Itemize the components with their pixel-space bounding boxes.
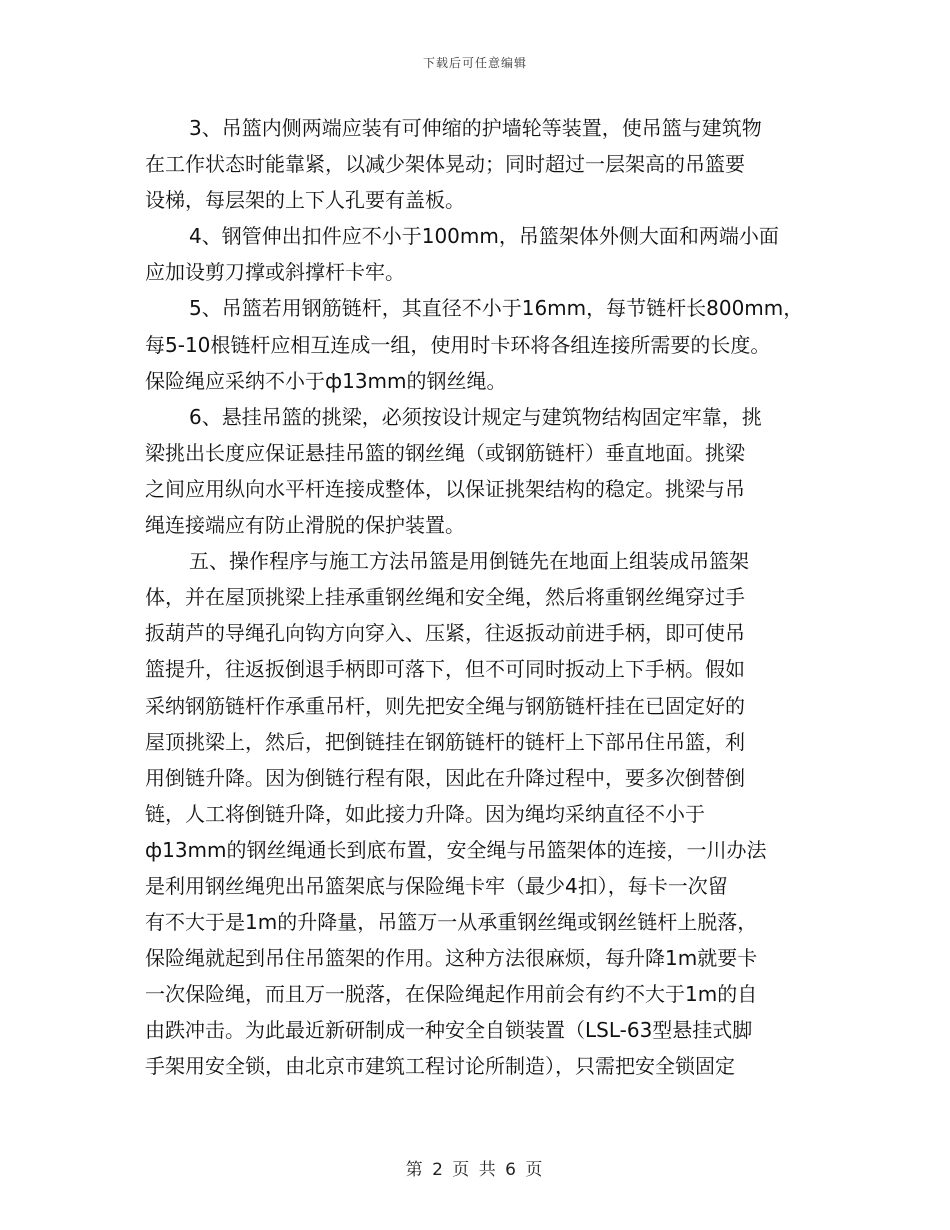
text-line: 保险绳就起到吊住吊篮架的作用。这种方法很麻烦，每升降1m就要卡 bbox=[145, 946, 758, 971]
text-line: 一次保险绳，而且万一脱落，在保险绳起作用前会有约不大于1m的自 bbox=[145, 982, 758, 1007]
text-line: 是利用钢丝绳兜出吊篮架底与保险绳卡牢（最少4扣），每卡一次留 bbox=[145, 873, 728, 898]
text-line: 手架用安全锁，由北京市建筑工程讨论所制造），只需把安全锁固定 bbox=[145, 1054, 735, 1079]
text-line: 在工作状态时能靠紧，以减少架体晃动；同时超过一层架高的吊篮要 bbox=[145, 152, 745, 177]
text-line: 用倒链升降。因为倒链行程有限，因此在升降过程中，要多次倒替倒 bbox=[145, 765, 745, 790]
text-line: 5、吊篮若用钢筋链杆，其直径不小于16mm，每节链杆长800mm， bbox=[189, 296, 804, 321]
document-body bbox=[145, 110, 815, 1085]
paragraph-section-5 bbox=[145, 543, 815, 1084]
text-line: 有不大于是1m的升降量，吊篮万一从承重钢丝绳或钢丝链杆上脱落， bbox=[145, 910, 758, 935]
text-line: 篮提升，往返扳倒退手柄即可落下，但不可同时扳动上下手柄。假如 bbox=[145, 657, 745, 682]
text-line: 由跌冲击。为此最近新研制成一种安全自锁装置（LSL-63型悬挂式脚 bbox=[145, 1018, 753, 1043]
paragraph-4 bbox=[145, 218, 815, 290]
text-line: 3、吊篮内侧两端应装有可伸缩的护墙轮等装置，使吊篮与建筑物 bbox=[189, 116, 762, 140]
text-line: 屋顶挑梁上，然后，把倒链挂在钢筋链杆的链杆上下部吊住吊篮，利 bbox=[145, 729, 745, 754]
paragraph-6 bbox=[145, 399, 815, 543]
text-line: 应加设剪刀撑或斜撑杆卡牢。 bbox=[145, 260, 405, 285]
text-line: 保险绳应采纳不小于ф13mm的钢丝绳。 bbox=[145, 368, 507, 393]
text-line: 体，并在屋顶挑梁上挂承重钢丝绳和安全绳，然后将重钢丝绳穿过手 bbox=[145, 585, 745, 610]
page-number-footer: 第 2 页 共 6 页 bbox=[405, 1160, 545, 1180]
text-line: 之间应用纵向水平杆连接成整体，以保证挑架结构的稳定。挑梁与吊 bbox=[145, 476, 745, 501]
text-line: 五、操作程序与施工方法吊篮是用倒链先在地面上组装成吊篮架 bbox=[189, 549, 749, 574]
text-line: 绳连接端应有防止滑脱的保护装置。 bbox=[145, 513, 465, 538]
text-line: 采纳钢筋链杆作承重吊杆，则先把安全绳与钢筋链杆挂在已固定好的 bbox=[145, 693, 745, 718]
text-line: 链，人工将倒链升降，如此接力升降。因为绳均采纳直径不小于 bbox=[145, 801, 705, 826]
page-header: 下载后可任意编辑 bbox=[422, 56, 527, 70]
text-line: 每5-10根链杆应相互连成一组，使用时卡环将各组连接所需要的长度。 bbox=[145, 332, 771, 357]
text-line: ф13mm的钢丝绳通长到底布置，安全绳与吊篮架体的连接，一川办法 bbox=[145, 837, 767, 862]
text-line: 4、钢管伸出扣件应不小于100mm，吊篮架体外侧大面和两端小面 bbox=[189, 224, 779, 249]
text-line: 梁挑出长度应保证悬挂吊篮的钢丝绳（或钢筋链杆）垂直地面。挑梁 bbox=[145, 440, 745, 465]
text-line: 6、悬挂吊篮的挑梁，必须按设计规定与建筑物结构固定牢靠，挑 bbox=[189, 404, 762, 429]
text-line: 扳葫芦的导绳孔向钩方向穿入、压紧，往返扳动前进手柄，即可使吊 bbox=[145, 621, 745, 646]
paragraph-5 bbox=[145, 290, 815, 398]
text-line: 设梯，每层架的上下人孔要有盖板。 bbox=[145, 188, 465, 213]
paragraph-3 bbox=[145, 110, 815, 218]
